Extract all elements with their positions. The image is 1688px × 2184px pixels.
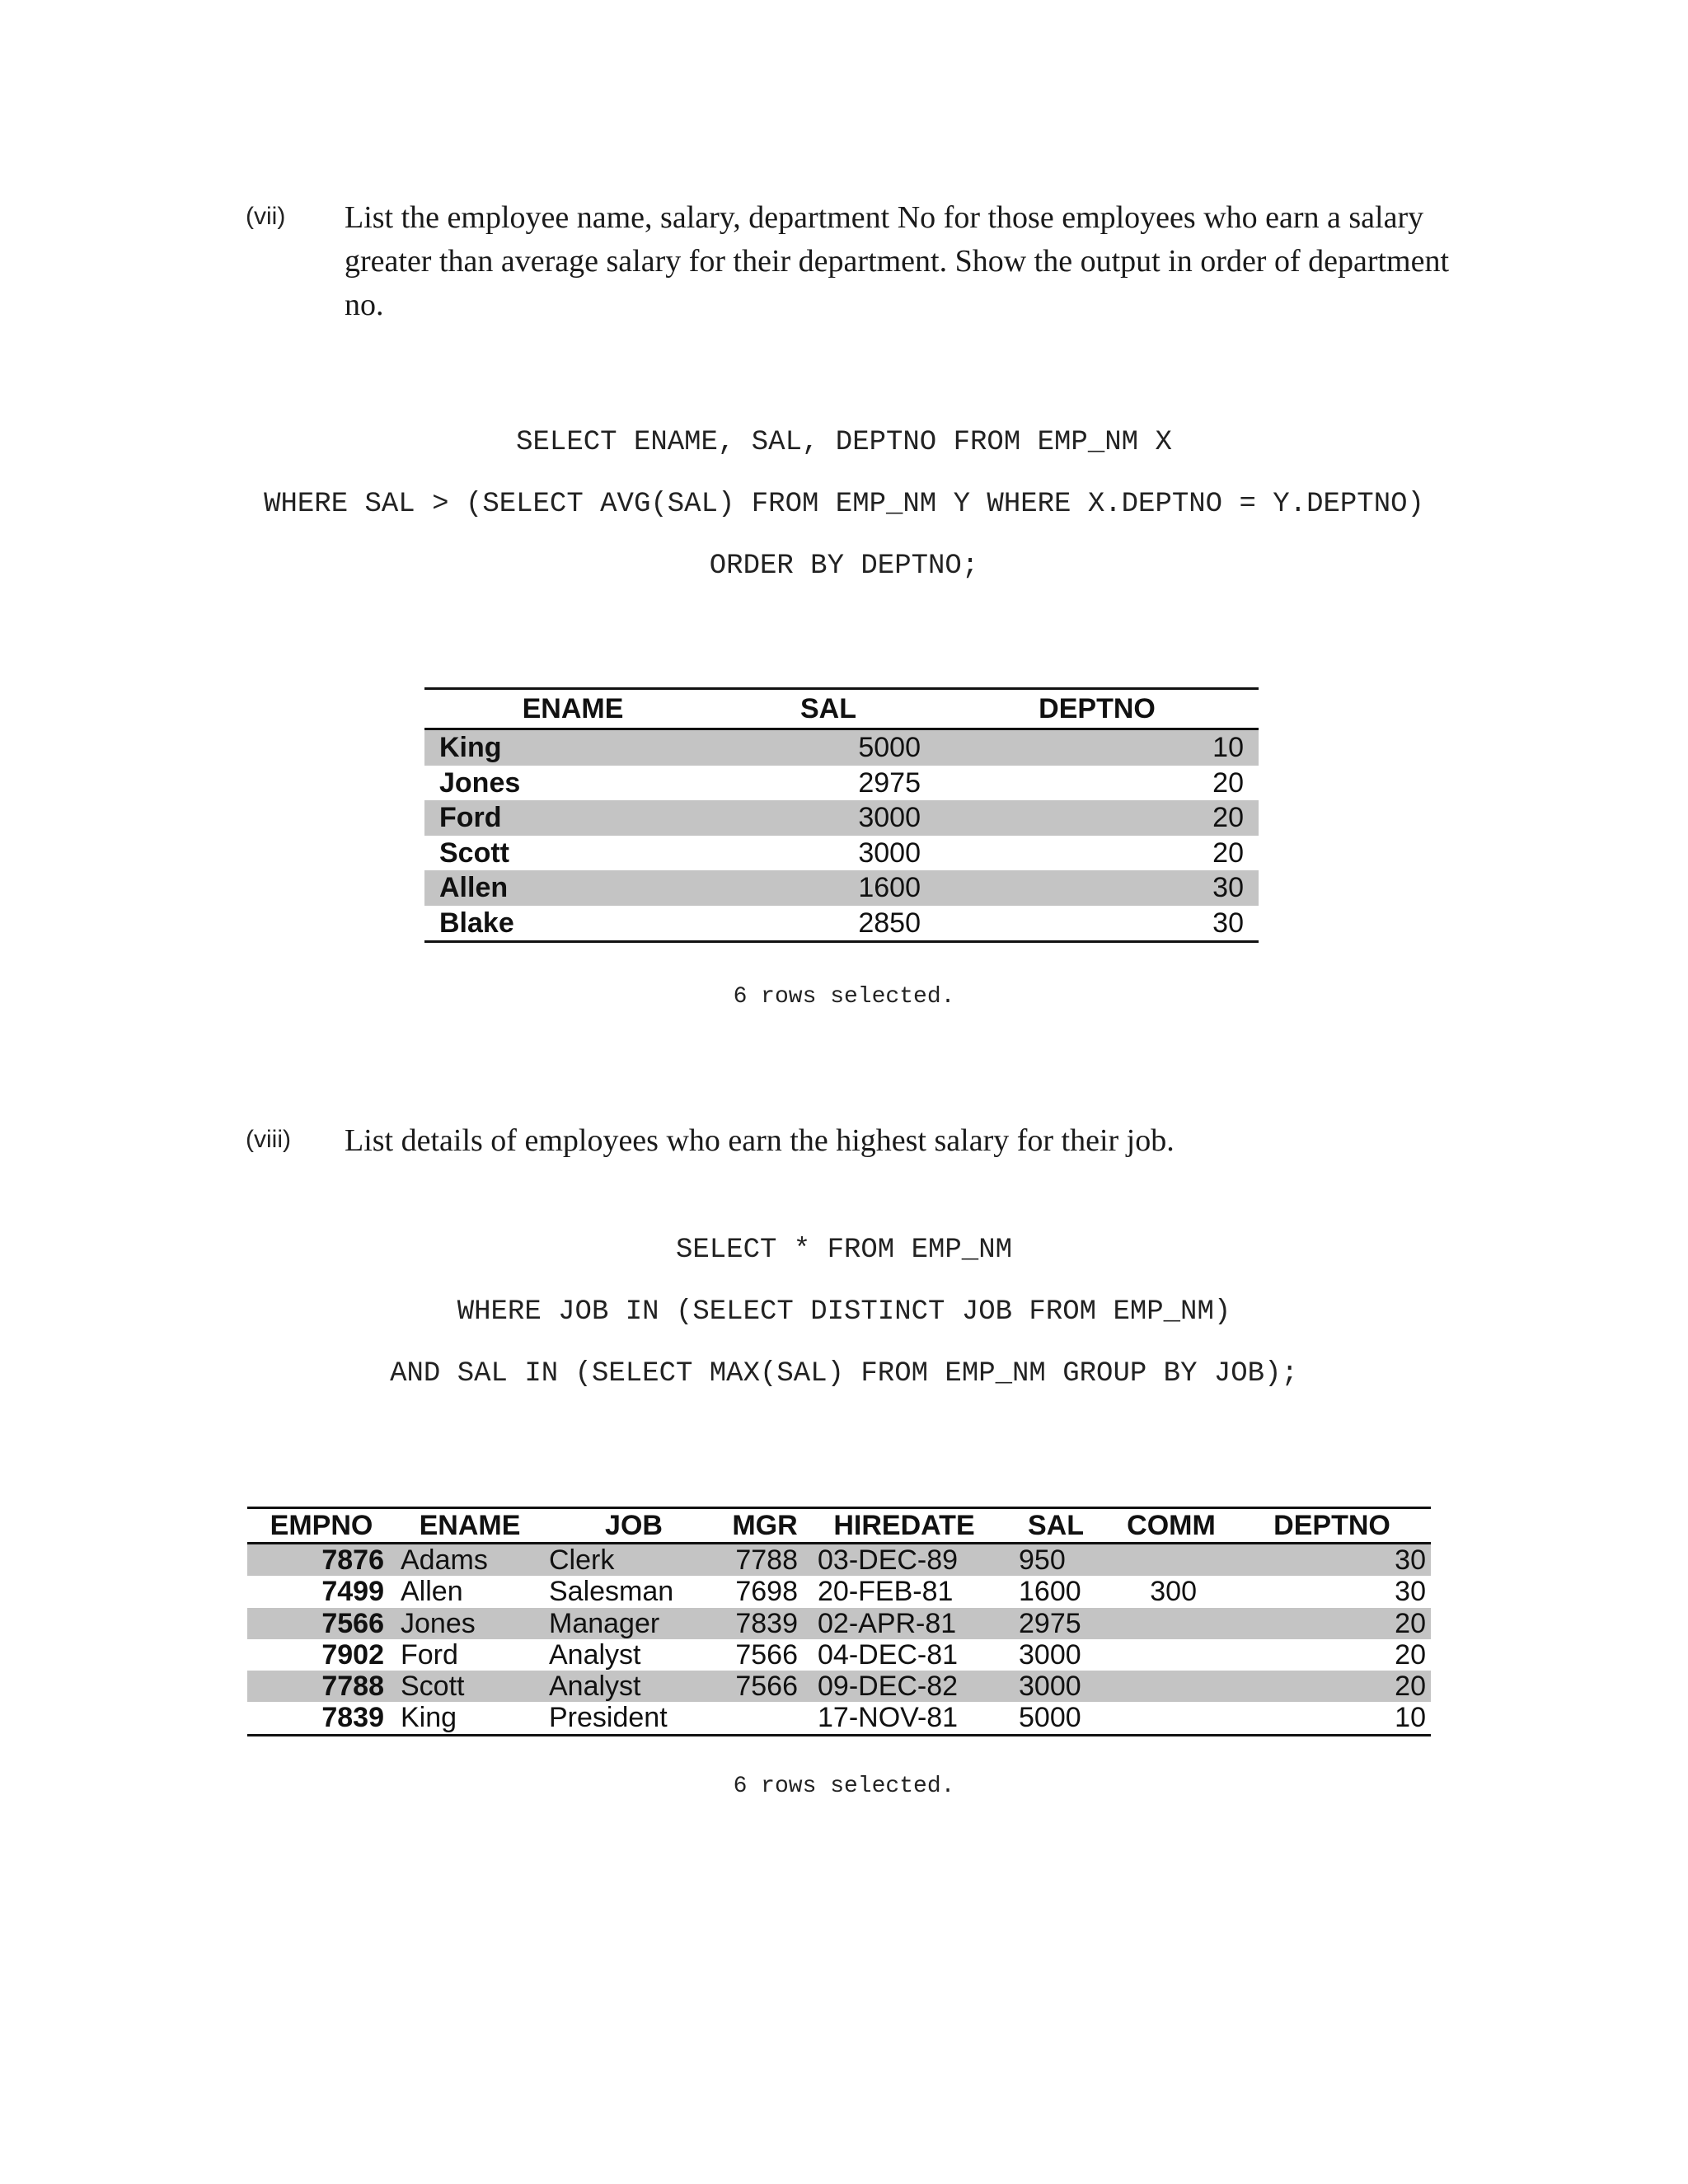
table-row [424,800,1259,836]
table-row [247,1544,1431,1577]
cell-hiredate: 03-DEC-89 [806,1544,1002,1577]
cell-job: Analyst [544,1671,724,1702]
cell-hiredate: 04-DEC-81 [818,1638,959,1671]
cell-hiredate: 20-FEB-81 [818,1576,954,1608]
cell-sal: 1600 [721,870,935,906]
cell-ename: King [396,1702,544,1735]
column-header-ename: ENAME [396,1508,544,1544]
cell-ename: Adams [396,1544,544,1577]
column-header-sal: SAL [1002,1508,1109,1544]
rows-selected-viii: 6 rows selected. [733,1774,955,1799]
cell-deptno: 30 [935,870,1259,906]
table-header-row [247,1508,1431,1544]
cell-deptno: 30 [935,906,1259,942]
cell-sal: 3000 [858,837,921,869]
cell-sal: 2975 [1002,1608,1109,1639]
question-vii: List the employee name, salary, department No for those employees who earn a salary greater than average salary for their department. Show the output in order of department no. [345,200,1450,322]
cell-sal: 2850 [721,906,935,942]
result-table-vii [424,687,1259,943]
sql-viii-line-2: WHERE JOB IN (SELECT DISTINCT JOB FROM EMP_NM) [457,1296,1231,1328]
cell-ename: Jones [396,1608,544,1639]
cell-deptno: 30 [1233,1544,1431,1577]
column-header-sal: SAL [721,689,935,729]
cell-empno: 7876 [247,1544,396,1577]
cell-comm: 300 [1150,1576,1197,1608]
cell-deptno: 10 [1233,1702,1431,1735]
cell-mgr: 7788 [724,1544,806,1577]
table-row [247,1671,1431,1702]
column-header-empno: EMPNO [247,1508,396,1544]
cell-empno: 7839 [247,1702,396,1735]
cell-deptno: 20 [1212,837,1244,869]
cell-hiredate: 17-NOV-81 [806,1702,1002,1735]
cell-comm [1109,1608,1233,1639]
table-row [424,766,1259,801]
cell-deptno: 20 [1233,1671,1431,1702]
table-header-row [424,689,1259,729]
table-row [424,729,1259,766]
sql-vii-line-3: ORDER BY DEPTNO; [709,551,979,582]
cell-comm [1109,1639,1233,1671]
column-header-hiredate: HIREDATE [806,1508,1002,1544]
cell-sal: 3000 [1019,1638,1081,1671]
table-row [247,1576,1431,1607]
cell-job: Clerk [544,1544,724,1577]
cell-deptno: 20 [1212,766,1244,799]
cell-empno: 7499 [321,1576,384,1608]
cell-sal: 1600 [1019,1576,1081,1608]
cell-ename: King [424,729,721,766]
cell-deptno: 20 [1395,1638,1426,1671]
cell-job: Manager [544,1608,724,1639]
cell-sal: 2975 [858,766,921,799]
table-row [424,836,1259,871]
sql-vii-line-1: SELECT ENAME, SAL, DEPTNO FROM EMP_NM X [516,427,1172,458]
cell-comm [1109,1702,1233,1735]
question-viii: List details of employees who earn the highest salary for their job. [345,1123,1175,1158]
cell-ename: Allen [424,870,721,906]
column-header-mgr: MGR [724,1508,806,1544]
cell-mgr: 7698 [735,1576,798,1608]
cell-deptno: 20 [1233,1608,1431,1639]
cell-ename: Scott [439,837,509,869]
cell-mgr [724,1702,806,1735]
result-table-viii [247,1507,1431,1736]
section-number-viii: (viii) [246,1126,291,1153]
cell-deptno: 10 [935,729,1259,766]
cell-mgr: 7566 [735,1638,798,1671]
cell-job: President [544,1702,724,1735]
column-header-job: JOB [544,1508,724,1544]
cell-ename: Ford [401,1638,458,1671]
cell-hiredate: 02-APR-81 [806,1608,1002,1639]
table-row [247,1608,1431,1639]
cell-empno: 7788 [247,1671,396,1702]
cell-job: Salesman [549,1576,674,1608]
cell-deptno: 20 [935,800,1259,836]
column-header-comm: COMM [1109,1508,1233,1544]
cell-job: Analyst [549,1638,641,1671]
table-row [247,1639,1431,1671]
cell-empno: 7566 [247,1608,396,1639]
table-row [424,906,1259,942]
sql-viii-line-1: SELECT * FROM EMP_NM [675,1235,1013,1266]
cell-sal: 3000 [721,800,935,836]
cell-mgr: 7839 [724,1608,806,1639]
cell-ename: Ford [424,800,721,836]
cell-sal: 5000 [721,729,935,766]
rows-selected-vii: 6 rows selected. [733,984,955,1010]
table-row [424,870,1259,906]
column-header-ename: ENAME [424,689,721,729]
cell-deptno: 30 [1395,1576,1426,1608]
cell-ename: Scott [396,1671,544,1702]
column-header-deptno: DEPTNO [1233,1508,1431,1544]
cell-ename: Jones [439,766,521,799]
cell-sal: 950 [1002,1544,1109,1577]
sql-viii-line-3: AND SAL IN (SELECT MAX(SAL) FROM EMP_NM GROUP BY JOB); [390,1358,1298,1390]
section-number-vii: (vii) [246,203,286,230]
cell-comm [1109,1544,1233,1577]
cell-ename: Allen [401,1576,463,1608]
cell-empno: 7902 [321,1638,384,1671]
cell-ename: Blake [424,906,721,942]
cell-hiredate: 09-DEC-82 [806,1671,1002,1702]
sql-vii-line-2: WHERE SAL > (SELECT AVG(SAL) FROM EMP_NM Y WHERE X.DEPTNO = Y.DEPTNO) [264,489,1424,520]
column-header-deptno: DEPTNO [935,689,1259,729]
cell-comm [1109,1671,1233,1702]
cell-mgr: 7566 [724,1671,806,1702]
table-row [247,1702,1431,1735]
cell-sal: 5000 [1002,1702,1109,1735]
cell-sal: 3000 [1002,1671,1109,1702]
